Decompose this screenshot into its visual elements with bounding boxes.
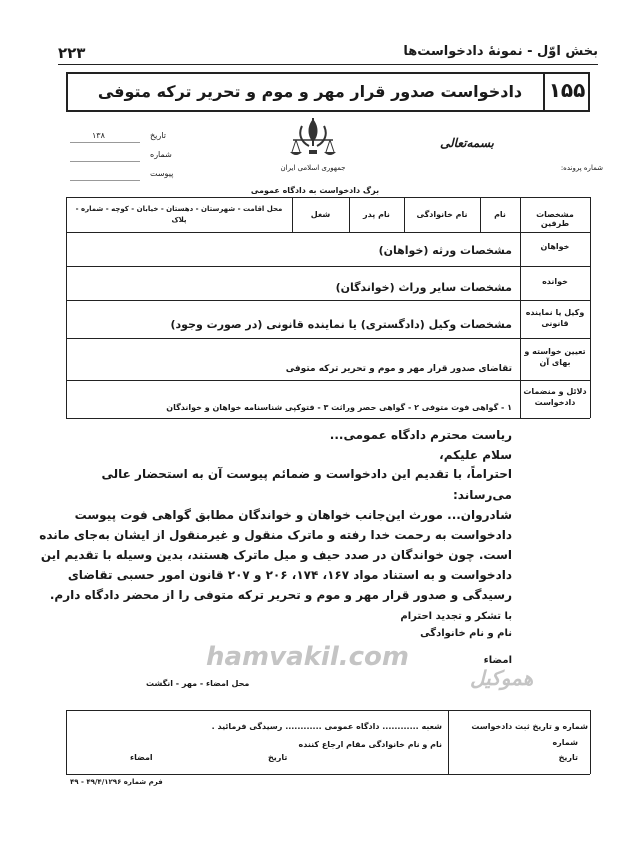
closing: با تشکر و تجدید احترام: [400, 611, 512, 622]
plaintiff-value: مشخصات ورثه (خواهان): [378, 244, 512, 257]
col-parties: مشخصات طرفین: [536, 210, 574, 228]
number-label: شماره: [150, 150, 172, 159]
row-label-attorney: وکیل یا نماینده قانونی: [525, 308, 585, 328]
petition-number: ۱۵۵: [548, 78, 586, 102]
footer-sign-label: امضاء: [130, 753, 153, 762]
registry-number-label: شماره: [552, 738, 578, 747]
bismillah-text: بسمه‌تعالی: [440, 136, 494, 150]
registry-date-label: تاریخ: [558, 753, 578, 762]
claim-value: تقاضای صدور قرار مهر و موم و تحریر ترکه متوفی: [285, 364, 512, 374]
letter-line-7: رسیدگی و صدور قرار مهر و موم و تحریر ترکه متوفی را از محضر دادگاه دارم.: [49, 588, 512, 602]
watermark-latin: hamvakil.com: [206, 642, 409, 672]
col-name: نام: [494, 210, 506, 219]
page-number: ۲۲۳: [58, 44, 86, 62]
section-title: بخش اوّل - نمونهٔ دادخواست‌ها: [403, 44, 598, 59]
date-label: تاریخ: [150, 131, 166, 140]
letter-line-2: می‌رساند:: [452, 488, 512, 502]
defendant-value: مشخصات سایر وراث (خواندگان): [335, 281, 512, 294]
footer-date-label: تاریخ: [268, 753, 288, 762]
letter-line-5: است. چون خواندگان در صدد حیف و میل ماترک هستند، بدین وسیله با تقدیم این: [40, 548, 512, 562]
letter-line-6: دادخواست و به استناد مواد ۱۶۷، ۱۷۴، ۲۰۶ و ۲۰۷ قانون امور حسبی تقاضای: [67, 568, 512, 582]
registry-title: شماره و تاریخ ثبت دادخواست: [471, 722, 588, 731]
letter-line-3: شادروان... مورث این‌جانب خواهان و خواندگان مطابق گواهی فوت پیوست: [74, 508, 512, 522]
col-address: محل اقامت - شهرستان - دهستان - خیابان - کوچه - شماره - پلاک: [75, 205, 283, 224]
petition-title: دادخواست صدور قرار مهر و موم و تحریر ترکه متوفی: [97, 82, 523, 101]
col-occupation: شغل: [310, 210, 331, 219]
evidence-value: ۱ - گواهی فوت متوفی ۲ - گواهی حصر وراثت ۳ - فتوکپی شناسنامه خواهان و خواندگان: [166, 403, 512, 412]
file-number-label: شماره پرونده:: [560, 164, 603, 172]
letter-line-4: دادخواست به رحمت خدا رفته و ماترک منقول و غیرمنقول از ایشان به‌جای مانده: [39, 528, 512, 542]
attorney-value: مشخصات وکیل (دادگستری) یا نماینده قانونی (در صورت وجود): [170, 318, 512, 331]
signature-label: امضاء: [483, 655, 512, 666]
col-family-name: نام خانوادگی: [416, 210, 468, 219]
watermark-persian: هموکیل: [470, 666, 534, 690]
letter-line-1: احتراماً، با تقدیم این دادخواست و ضمائم پیوست آن به استحضار عالی: [101, 467, 512, 481]
row-label-evidence: دلائل و منضمات دادخواست: [523, 387, 587, 407]
row-label-claim: تعیین خواسته و بهای آن: [524, 347, 586, 367]
salutation: ریاست محترم دادگاه عمومی...: [329, 428, 512, 442]
attachment-label: پیوست: [150, 169, 174, 178]
iran-emblem-icon: [288, 116, 338, 162]
form-number: فرم شماره ۴۹/۴/۱۲۹۶ - ۴۹: [70, 778, 163, 786]
row-label-plaintiff: خواهان: [540, 242, 570, 251]
row-label-defendant: خوانده: [542, 277, 568, 286]
greeting: سلام علیکم،: [439, 448, 512, 462]
branch-line: شعبه ............ دادگاه عمومی ............ رسیدگی فرمائید .: [211, 722, 442, 731]
header-rule: [58, 64, 598, 65]
year-value: ۱۳۸: [92, 131, 105, 140]
name-label: نام و نام خانوادگی: [420, 628, 512, 639]
stamp-label: محل امضاء - مهر - انگشت: [146, 679, 250, 688]
form-title: برگ دادخواست به دادگاه عمومی: [250, 186, 380, 195]
referrer-line: نام و نام خانوادگی مقام ارجاع کننده: [298, 740, 442, 749]
emblem-caption: جمهوری اسلامی ایران: [280, 164, 346, 172]
col-father-name: نام پدر: [363, 210, 390, 219]
